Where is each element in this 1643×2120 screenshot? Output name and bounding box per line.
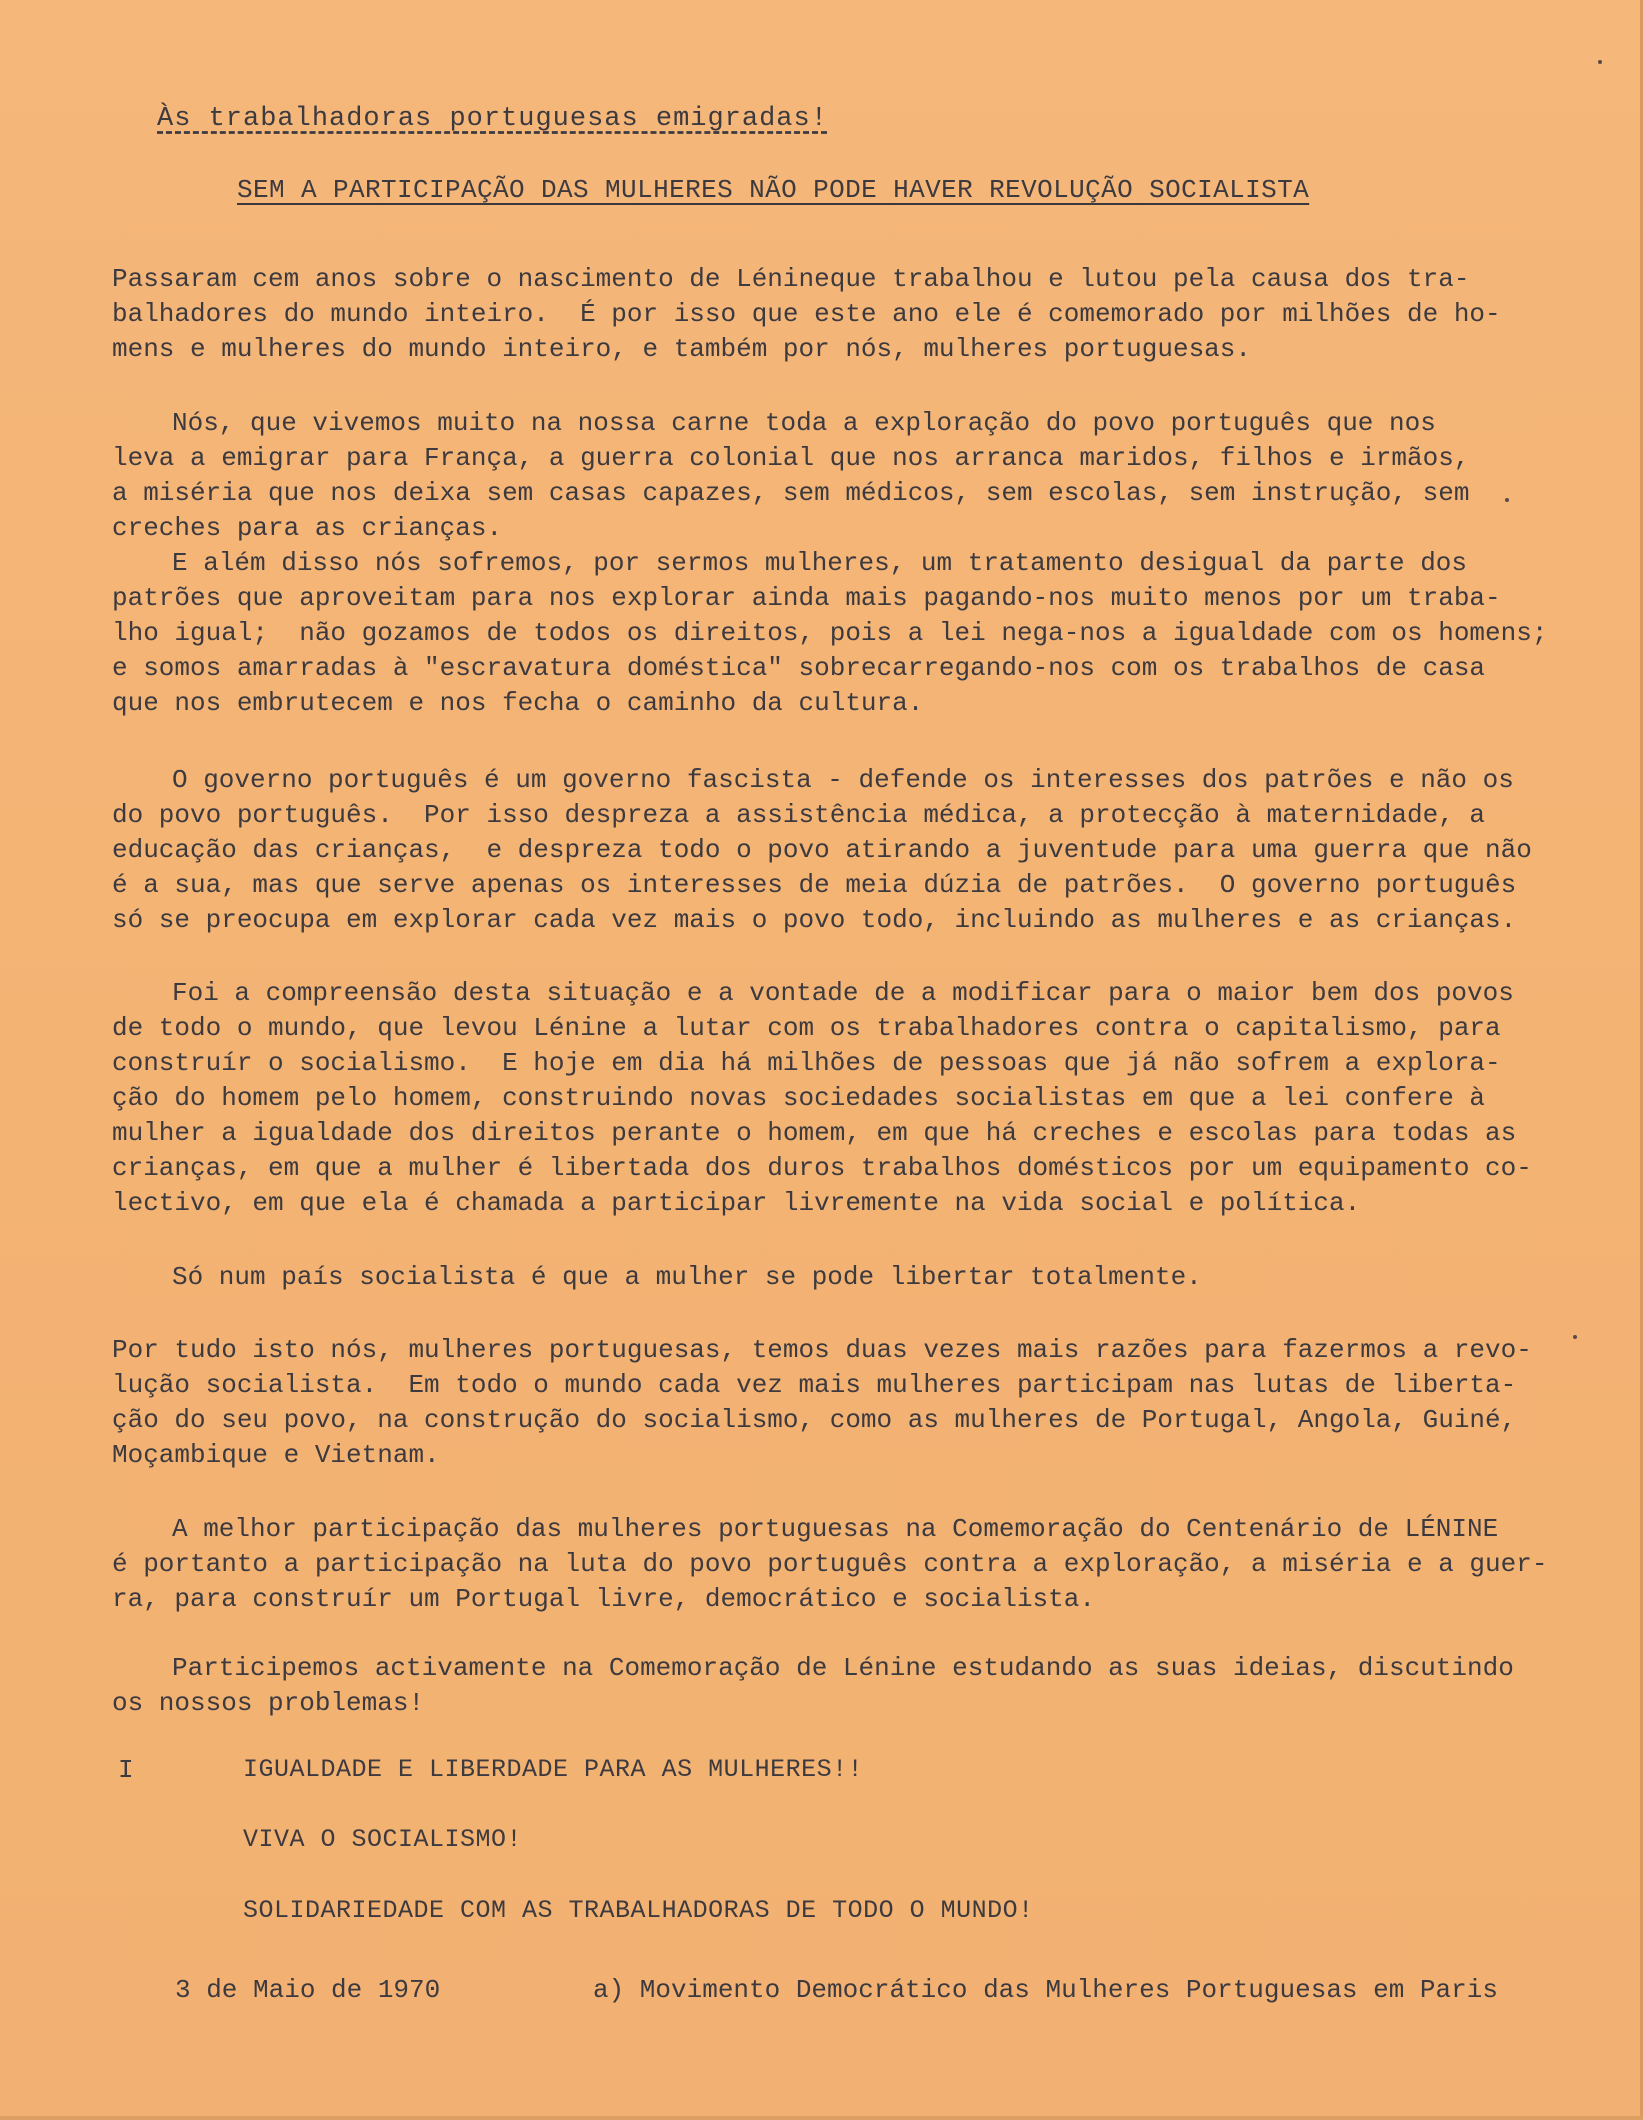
paragraph-1 bbox=[112, 262, 1552, 367]
paragraph-2 bbox=[112, 406, 1552, 721]
text-line: Nós, que vivemos muito na nossa carne toda a exploração do povo português que nos bbox=[172, 408, 1436, 438]
text-line: lução socialista. Em todo o mundo cada vez mais mulheres participam nas lutas de liberta- bbox=[112, 1370, 1517, 1400]
paragraph-8 bbox=[112, 1651, 1552, 1721]
text-line: lho igual; não gozamos de todos os direitos, pois a lei nega-nos a igualdade com os homens; bbox=[112, 618, 1548, 648]
text-line: é a sua, mas que serve apenas os interesses de meia dúzia de patrões. O governo português bbox=[112, 870, 1517, 900]
text-line: ção do seu povo, na construção do socialismo, como as mulheres de Portugal, Angola, Guiné, bbox=[112, 1405, 1517, 1435]
text-line: patrões que aproveitam para nos explorar ainda mais pagando-nos muito menos por um traba- bbox=[112, 583, 1501, 613]
text-line: a miséria que nos deixa sem casas capazes, sem médicos, sem escolas, sem instrução, sem bbox=[112, 478, 1470, 508]
text-line: balhadores do mundo inteiro. É por isso que este ano ele é comemorado por milhões de ho- bbox=[112, 299, 1501, 329]
text-line: que nos embrutecem e nos fecha o caminho da cultura. bbox=[112, 688, 924, 718]
text-line: ção do homem pelo homem, construindo novas sociedades socialistas em que a lei confere à bbox=[112, 1083, 1486, 1113]
slogan-solidarity: SOLIDARIEDADE COM AS TRABALHADORAS DE TODO O MUNDO! bbox=[243, 1896, 1034, 1925]
text-line: Moçambique e Vietnam. bbox=[112, 1440, 440, 1470]
paragraph-3 bbox=[112, 763, 1552, 938]
paragraph-6 bbox=[112, 1333, 1552, 1473]
slogan-marker: I bbox=[118, 1755, 134, 1785]
text-line: Foi a compreensão desta situação e a vontade de a modificar para o maior bem dos povos bbox=[172, 978, 1514, 1008]
text-line: creches para as crianças. bbox=[112, 513, 503, 543]
ink-speck bbox=[1505, 498, 1509, 502]
slogan-socialism: VIVA O SOCIALISMO! bbox=[243, 1825, 523, 1854]
text-line: só se preocupa em explorar cada vez mais o povo todo, incluindo as mulheres e as crianças. bbox=[112, 905, 1517, 935]
ink-speck bbox=[1573, 1335, 1577, 1339]
text-line: Só num país socialista é que a mulher se pode libertar totalmente. bbox=[172, 1262, 1202, 1292]
document-headline: SEM A PARTICIPAÇÃO DAS MULHERES NÃO PODE HAVER REVOLUÇÃO SOCIALISTA bbox=[237, 175, 1310, 205]
ink-speck bbox=[1598, 60, 1602, 64]
slogan-equality: IGUALDADE E LIBERDADE PARA AS MULHERES!! bbox=[243, 1755, 864, 1784]
text-line: de todo o mundo, que levou Lénine a lutar com os trabalhadores contra o capitalismo, para bbox=[112, 1013, 1501, 1043]
text-line: e somos amarradas à "escravatura doméstica" sobrecarregando-nos com os trabalhos de casa bbox=[112, 653, 1486, 683]
text-line: ra, para construír um Portugal livre, democrático e socialista. bbox=[112, 1584, 1095, 1614]
text-line: do povo português. Por isso despreza a assistência médica, a protecção à maternidade, a bbox=[112, 800, 1486, 830]
text-line: mulher a igualdade dos direitos perante o homem, em que há creches e escolas para todas as bbox=[112, 1118, 1517, 1148]
text-line: Por tudo isto nós, mulheres portuguesas, temos duas vezes mais razões para fazermos a revo- bbox=[112, 1335, 1532, 1365]
text-line: os nossos problemas! bbox=[112, 1688, 425, 1718]
document-signature: a) Movimento Democrático das Mulheres Portuguesas em Paris bbox=[593, 1975, 1498, 2005]
text-line: é portanto a participação na luta do povo português contra a exploração, a miséria e a guer- bbox=[112, 1549, 1548, 1579]
text-line: crianças, em que a mulher é libertada dos duros trabalhos domésticos por um equipamento co- bbox=[112, 1153, 1532, 1183]
text-line: educação das crianças, e despreza todo o povo atirando a juventude para uma guerra que não bbox=[112, 835, 1532, 865]
text-line: leva a emigrar para França, a guerra colonial que nos arranca maridos, filhos e irmãos, bbox=[112, 443, 1470, 473]
text-line: Participemos activamente na Comemoração de Lénine estudando as suas ideias, discutindo bbox=[172, 1653, 1514, 1683]
text-line: Passaram cem anos sobre o nascimento de Lénineque trabalhou e lutou pela causa dos tra- bbox=[112, 264, 1470, 294]
paragraph-4 bbox=[112, 976, 1552, 1221]
addressee-heading: Às trabalhadoras portuguesas emigradas! bbox=[157, 104, 828, 134]
text-line: A melhor participação das mulheres portuguesas na Comemoração do Centenário de LÉNINE bbox=[172, 1514, 1499, 1544]
page-edge-bottom bbox=[0, 2116, 1643, 2120]
text-line: O governo português é um governo fascista - defende os interesses dos patrões e não os bbox=[172, 765, 1514, 795]
text-line: mens e mulheres do mundo inteiro, e também por nós, mulheres portuguesas. bbox=[112, 334, 1251, 364]
text-line: lectivo, em que ela é chamada a participar livremente na vida social e política. bbox=[112, 1188, 1361, 1218]
text-line: E além disso nós sofremos, por sermos mulheres, um tratamento desigual da parte dos bbox=[172, 548, 1468, 578]
paragraph-5 bbox=[112, 1260, 1552, 1295]
document-date: 3 de Maio de 1970 bbox=[175, 1975, 441, 2005]
text-line: construír o socialismo. E hoje em dia há milhões de pessoas que já não sofrem a explora- bbox=[112, 1048, 1501, 1078]
paragraph-7 bbox=[112, 1512, 1552, 1617]
